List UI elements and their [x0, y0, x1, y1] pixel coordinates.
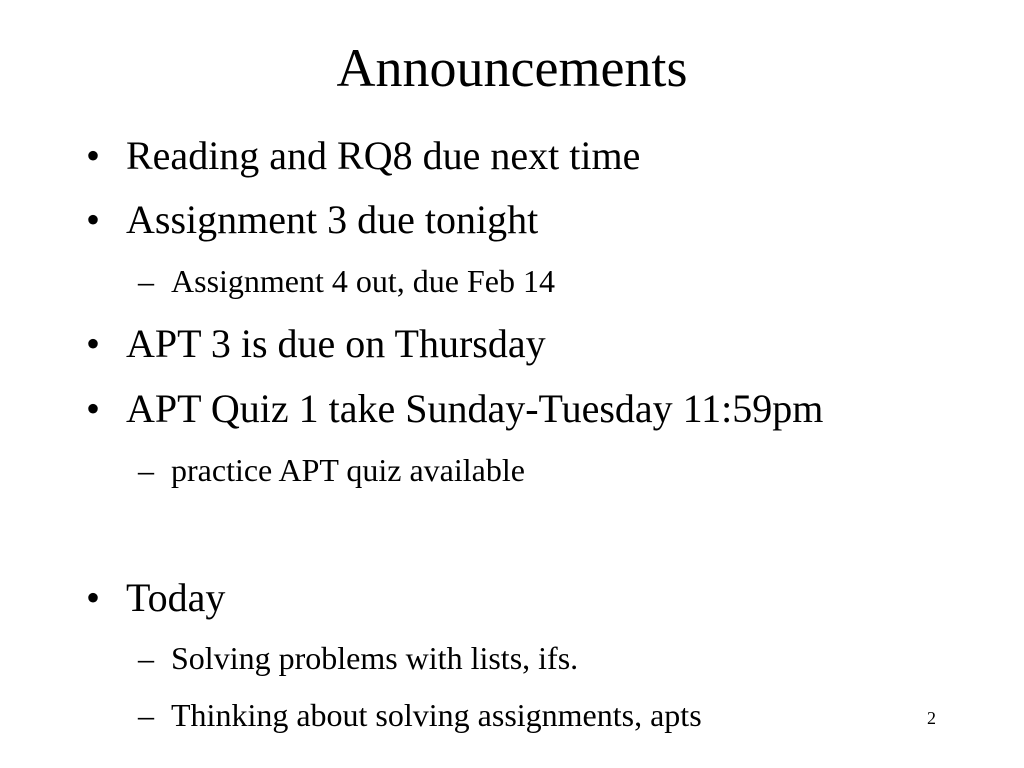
bullet-marker: • [86, 133, 101, 178]
sub-bullet-item [138, 450, 525, 490]
bullet-marker: • [86, 386, 101, 431]
sub-bullet-text: Solving problems with lists, ifs. [171, 640, 579, 676]
bullet-item [86, 574, 225, 622]
bullet-text: Reading and RQ8 due next time [126, 133, 641, 178]
bullet-text: Today [126, 575, 226, 620]
bullet-item [86, 196, 538, 244]
bullet-item [86, 385, 823, 433]
sub-bullet-text: Assignment 4 out, due Feb 14 [171, 263, 555, 299]
bullet-text: APT Quiz 1 take Sunday-Tuesday 11:59pm [126, 386, 824, 431]
sub-bullet-marker: – [138, 697, 154, 733]
sub-bullet-item [138, 695, 702, 735]
bullet-marker: • [86, 575, 101, 620]
sub-bullet-text: Thinking about solving assignments, apts [171, 697, 702, 733]
sub-bullet-marker: – [138, 263, 154, 299]
page-number: 2 [927, 708, 936, 728]
sub-bullet-text: practice APT quiz available [171, 452, 525, 488]
sub-bullet-marker: – [138, 452, 154, 488]
slide-title: Announcements [336, 38, 688, 98]
bullet-item [86, 320, 546, 368]
bullet-marker: • [86, 197, 101, 242]
sub-bullet-item [138, 261, 555, 301]
bullet-text: Assignment 3 due tonight [126, 197, 539, 242]
bullet-text: APT 3 is due on Thursday [126, 321, 546, 366]
sub-bullet-item [138, 638, 578, 678]
bullet-item [86, 132, 640, 180]
bullet-marker: • [86, 321, 101, 366]
sub-bullet-marker: – [138, 640, 154, 676]
